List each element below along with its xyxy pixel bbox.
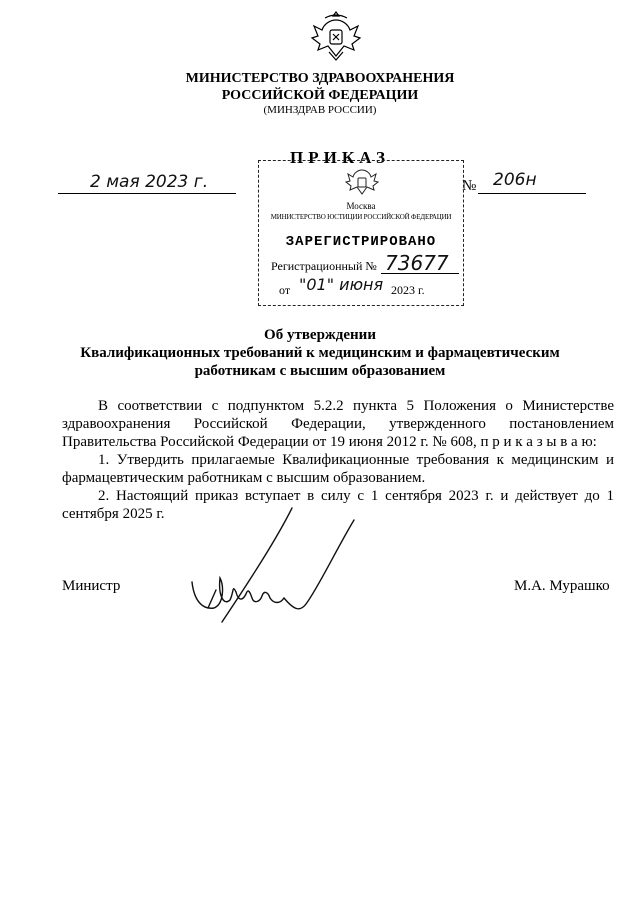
stamp-ministry: МИНИСТЕРСТВО ЮСТИЦИИ РОССИЙСКОЙ ФЕДЕРАЦИИ: [270, 213, 452, 221]
stamp-reg-date: "01" июня: [299, 275, 384, 294]
order-number-label: №: [462, 178, 477, 194]
item-2: 2. Настоящий приказ вступает в силу с 1 сентября 2023 г. и действует до 1 сентября 2025 г.: [62, 488, 614, 522]
order-date: 2 мая 2023 г.: [90, 172, 209, 192]
preamble: В соответствии с подпунктом 5.2.2 пункта 5 Положения о Министерстве здравоохранения Российской Федерации, утвержденного постановлением Правительства Российской Федерации от 19 июня 2012 г. № 608, п р и к а з ы в а ю:: [62, 398, 614, 450]
registration-stamp: [258, 160, 464, 306]
number-underline: [478, 193, 586, 194]
ministry-line-2: РОССИЙСКОЙ ФЕДЕРАЦИИ: [221, 88, 419, 103]
title-line-2: Квалификационных требований к медицинским и фармацевтическим: [80, 345, 560, 361]
ministry-name: [0, 70, 640, 104]
stamp-year: 2023 г.: [391, 283, 425, 297]
stamp-registered: ЗАРЕГИСТРИРОВАНО: [285, 234, 437, 250]
coat-of-arms-icon: [309, 8, 363, 66]
order-number: 206н: [493, 170, 537, 190]
stamp-reg-number: 73677: [385, 251, 449, 275]
ministry-line-1: МИНИСТЕРСТВО ЗДРАВООХРАНЕНИЯ: [185, 71, 455, 86]
item-1: 1. Утвердить прилагаемые Квалификационные требования к медицинским и фармацевтическим работникам с высшим образованием.: [62, 452, 614, 486]
stamp-city: Москва: [346, 201, 376, 211]
stamp-number-underline: [381, 273, 459, 274]
stamp-emblem-icon: [345, 167, 379, 201]
title-line-3: работникам с высшим образованием: [194, 363, 446, 379]
signatory-name: М.А. Мурашко: [514, 578, 610, 594]
signature-icon: [180, 500, 370, 630]
title-line-1: Об утверждении: [264, 327, 376, 343]
date-underline: [58, 193, 236, 194]
ministry-short-name: (МИНЗДРАВ РОССИИ): [263, 104, 377, 116]
signatory-position: Министр: [62, 578, 121, 594]
order-title: ПРИКАЗ: [290, 148, 390, 167]
stamp-reg-number-label: Регистрационный №: [271, 259, 377, 273]
stamp-from-label: от: [279, 283, 291, 297]
document-title: [0, 326, 640, 380]
